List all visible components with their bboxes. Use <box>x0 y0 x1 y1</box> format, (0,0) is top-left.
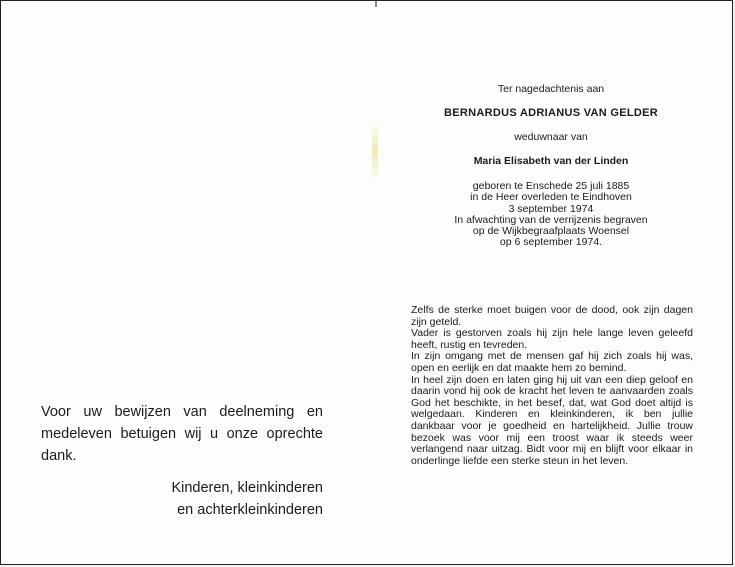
spouse-name: Maria Elisabeth van der Linden <box>473 155 629 167</box>
thanks-text: Voor uw bewijzen van deelneming en medeleven betuigen wij u onze oprechte dank. <box>41 404 323 464</box>
memorial-text <box>411 305 693 467</box>
paragraph: In zijn omgang met de mensen gaf hij zich zoals hij was, open en eerlijk en dat maakte hem zo bemind. <box>411 350 693 374</box>
biography <box>421 181 681 249</box>
right-header <box>421 83 681 249</box>
bio-line: in de Heer overleden te Eindhoven <box>470 191 632 204</box>
fold-mark <box>375 1 377 7</box>
deceased-name: BERNARDUS ADRIANUS VAN GELDER <box>443 107 659 119</box>
paragraph: In heel zijn doen en laten ging hij uit van een diep geloof en daarin vond hij ook de kracht het leven te aanvaarden zoals God het beschikte, in het besef, dat, wat God doet altijd is welgedaan. Kinderen en kleinkinderen, ik ben jullie dankbaar voor je goedheid en hartelijkheid. Jullie trouw bezoek was voor mij een troost waar ik steeds weer verlangend naar uitzag. Bidt voor mij en blijft voor elkaar in onderlinge liefde een sterke steun in het leven. <box>411 373 693 467</box>
bio-line: op de Wijkbegraafplaats Woensel <box>472 225 630 238</box>
bio-line: geboren te Enschede 25 juli 1885 <box>472 180 630 192</box>
bio-line: op 6 september 1974. <box>499 236 603 249</box>
paragraph: Vader is gestorven zoals hij zijn hele lange leven geleefd heeft, rustig en tevreden. <box>411 327 693 351</box>
bio-line: 3 september 1974 <box>508 202 594 215</box>
relation-line: weduwnaar van <box>514 131 588 143</box>
signature-line: en achterkleinkinderen <box>177 502 323 518</box>
signature <box>41 477 323 521</box>
paper-stain <box>372 121 378 181</box>
paragraph: Zelfs de sterke moet buigen voor de dood, ook zijn dagen zijn geteld. <box>411 304 693 328</box>
signature-line: Kinderen, kleinkinderen <box>171 480 323 496</box>
intro-line: Ter nagedachtenis aan <box>497 83 605 95</box>
left-panel <box>41 401 323 521</box>
bio-line: In afwachting van de verrijzenis begraven <box>454 213 648 226</box>
